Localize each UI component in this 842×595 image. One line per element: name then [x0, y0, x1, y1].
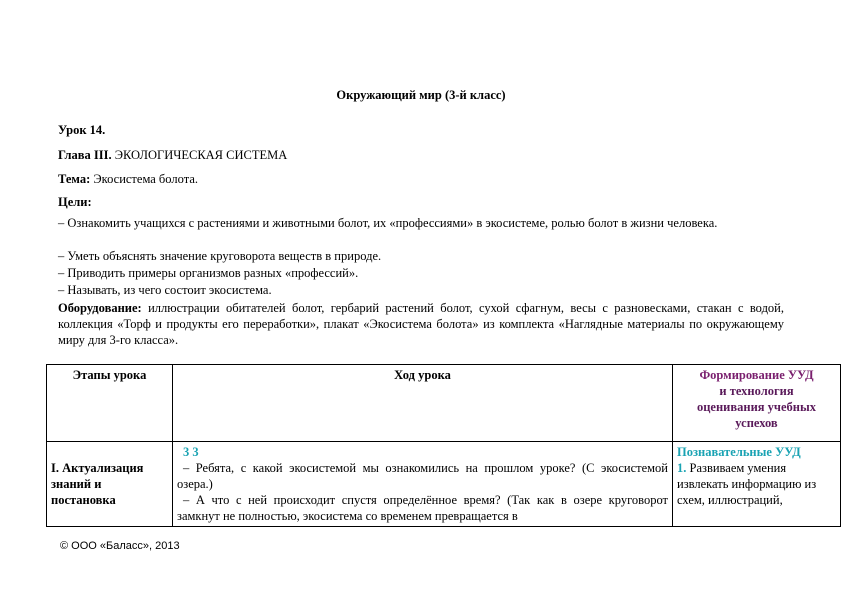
goal-item-4: – Называть, из чего состоит экосистема.	[58, 283, 272, 297]
header-ud-line4: успехов	[735, 416, 778, 430]
chapter-line	[58, 148, 287, 163]
equipment-paragraph	[58, 300, 784, 348]
course-cell	[173, 442, 673, 527]
header-ud-line3: оценивания учебных	[696, 400, 816, 414]
ud-item	[677, 460, 836, 508]
goals-label: Цели:	[58, 195, 92, 209]
ud-cell	[673, 442, 841, 527]
goal-item-1: – Ознакомить учащихся с растениями и животными болот, их «профессиями» в экосистеме, ролью болот в жизни человека.	[58, 216, 718, 230]
copyright-footer: © ООО «Баласс», 2013	[60, 540, 180, 552]
ud-title: Познавательные УУД	[677, 445, 801, 459]
goal-item-3: – Приводить примеры организмов разных «профессий».	[58, 266, 359, 280]
chapter-value: ЭКОЛОГИЧЕСКАЯ СИСТЕМА	[114, 148, 288, 162]
stage-cell	[47, 442, 173, 527]
lesson-table	[46, 364, 841, 527]
stage-line-2: знаний и	[51, 477, 102, 491]
header-ud-line2: и технология	[719, 384, 794, 398]
stage-line-1: I. Актуализация	[51, 461, 144, 475]
table-row	[47, 442, 841, 527]
lesson-number: Урок 14.	[58, 123, 106, 137]
header-stages: Этапы урока	[47, 365, 173, 442]
ud-item-text: Развиваем умения извлекать информацию из схем, иллюстраций,	[677, 461, 817, 507]
equipment-label: Оборудование:	[58, 301, 142, 315]
document-title: Окружающий мир (3-й класс)	[336, 88, 506, 102]
stage-line-3: постановка	[51, 493, 116, 507]
topic-label: Тема:	[58, 172, 91, 186]
goal-item-2: – Уметь объяснять значение круговорота веществ в природе.	[58, 249, 382, 263]
header-ud	[673, 365, 841, 442]
equipment-value: иллюстрации обитателей болот, гербарий растений болот, сухой сфагнум, весы с разновесками, стакан с водой, коллекция «Торф и продукты его переработки», плакат «Экосистема болота» из комплекта «Наглядные материалы по окружающему миру для 3-го класса».	[58, 301, 785, 347]
course-paragraph-1: – Ребята, с какой экосистемой мы ознакомились на прошлом уроке? (С экосистемой озера.)	[177, 461, 668, 491]
header-ud-line1: Формирование УУД	[699, 368, 814, 382]
topic-line	[58, 172, 198, 187]
ud-item-number: 1.	[677, 461, 687, 475]
course-paragraph-2: – А что с ней происходит спустя определённое время? (Так как в озере круговорот замкнут не полностью, экосистема со временем превращается в	[177, 493, 668, 523]
page-bottom-margin	[0, 528, 842, 595]
table-header-row	[47, 365, 841, 442]
course-marker: 3 3	[183, 445, 199, 459]
chapter-label: Глава III.	[58, 148, 112, 162]
header-course: Ход урока	[173, 365, 673, 442]
topic-value: Экосистема болота.	[93, 172, 198, 186]
